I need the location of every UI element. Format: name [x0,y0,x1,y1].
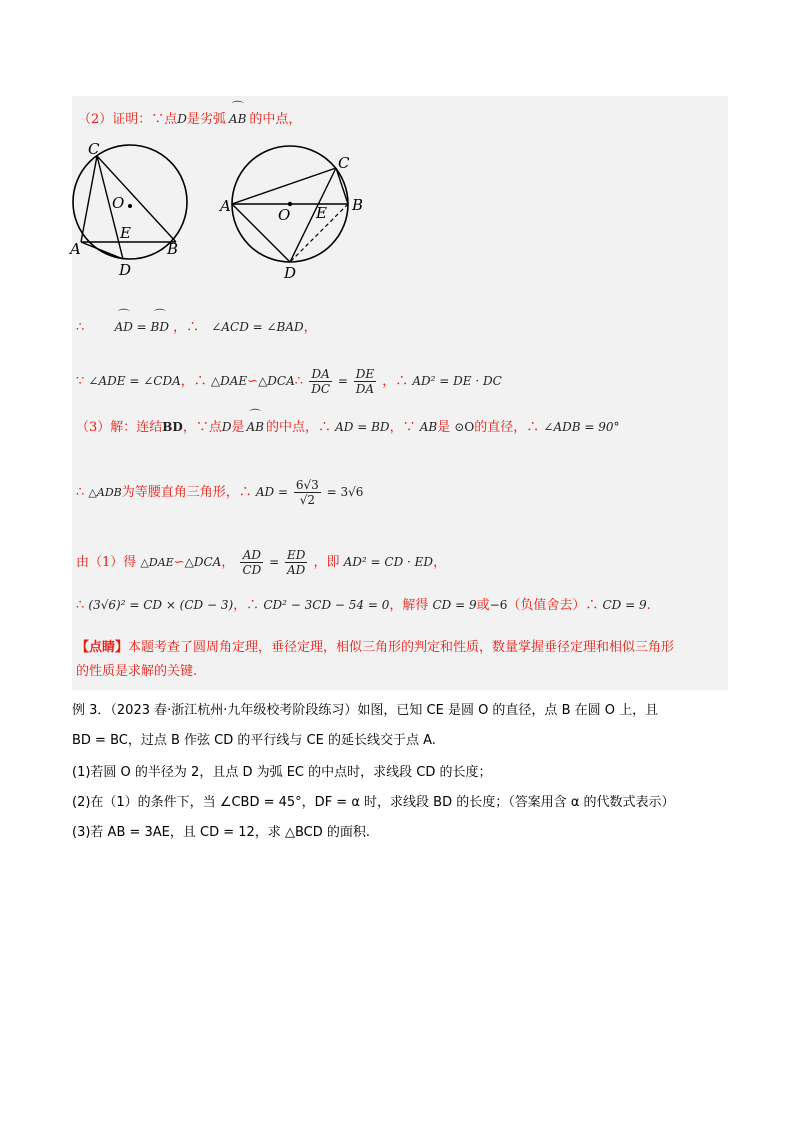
fraction-6root3-root2: $\frac{6√3}{√2}$ [295,478,319,507]
angle-equality-ade: ∠ADE = ∠CDA [88,374,181,388]
fig1-label-c: C [88,140,100,158]
result-equation: AD² = CD · ED [343,555,434,569]
therefore-symbol: ∴ [76,320,85,335]
fig2-label-o: O [278,206,291,224]
equation-ad-bd: AD = BD [335,420,390,434]
separator: ，∴ [173,320,200,335]
comment-line-1 [76,639,674,657]
example3-line-1: 例 3．（2023 春·浙江杭州·九年级校考阶段练习）如图，已知 CE 是圆 O 的直径，点 B 在圆 O 上，且 [72,703,659,718]
squared-equation: (3√6)² = CD × (CD − 3) [88,598,234,612]
solve-line [76,596,651,615]
triangle-dca: △DCA [184,555,222,569]
fig2-label-e: E [316,204,327,222]
because-symbol: ∵ [76,374,85,389]
therefore-symbol: ∴ [294,374,304,389]
fig1-label-a: A [70,240,81,258]
similar-symbol: ∽ [247,374,259,389]
discard-text: （负值舍去）∴ [507,598,599,613]
similar-symbol: ∽ [173,555,185,570]
solve-text: ，解得 [389,598,429,613]
fig1-label-o: O [112,194,125,212]
quadratic-equation: CD² − 3CD − 54 = 0 [263,598,390,612]
figure-2 [218,138,368,283]
fraction-ad-cd: $\frac{AD}{CD}$ [242,548,262,577]
comment-line-2 [76,663,197,681]
ad-value: = 3√6 [322,485,364,499]
root-9: CD = 9 [432,598,477,612]
comma: ， [433,555,447,570]
separator: ，∴ [382,374,409,389]
fig1-label-b: B [167,240,179,258]
from-part1-lead: 由（1）得 [76,555,137,570]
root-minus-6: −6 [489,598,508,612]
part2-text: 是劣弧 [186,112,226,127]
segment-bd: BD [162,420,183,434]
question-3: (3)若 AB = 3AE，且 CD = 12，求 △BCD 的面积. [72,825,370,840]
triangle-adb: △ADB [88,486,122,499]
question-1: (1)若圆 O 的半径为 2，且点 D 为弧 EC 的中点时，求线段 CD 的长度； [72,765,492,780]
comma: ， [221,555,235,570]
arc-ab: ⌒ AB [247,418,264,436]
separator: ，∴ [233,598,260,613]
part3-lead: （3）解：连结 [76,420,163,435]
triangle-dca: △DCA [258,374,295,388]
arc-bd: ⌒ BD [151,318,169,336]
comma: ， [303,320,317,335]
equals-sign: = [132,320,151,334]
fig2-label-d: D [284,264,297,282]
segment-ab: AB [419,420,438,434]
namely-text: ，即 [313,555,340,570]
final-answer: CD = 9 [602,598,647,612]
fig2-label-b: B [352,196,364,214]
fraction-da-dc: $\frac{DA}{DC}$ [311,367,331,396]
fig2-label-c: C [338,154,350,172]
part2-heading [78,110,301,129]
part3-text: 是 [437,420,451,435]
angle-equality: ∠ACD = ∠BAD [211,320,304,334]
period: . [646,598,651,613]
therefore-symbol: ∴ [76,598,85,613]
figure-1 [66,138,206,283]
fig2-label-a: A [220,197,231,215]
equals-sign: = [334,374,352,388]
result-equation: AD² = DE · DC [412,374,502,388]
isosceles-line [76,478,363,507]
circle-o: ⊙O [454,420,475,434]
right-angle-adb: ∠ADB = 90° [543,420,620,434]
from-part1-line [76,548,446,577]
isosceles-text: 为等腰直角三角形，∴ [121,485,252,500]
or-text: 或 [476,598,490,613]
separator: ，∴ [180,374,207,389]
arc-ab: ⌒ AB [229,110,246,128]
arc-ad: ⌒ AD [115,318,133,336]
comment-tag: 【点睛】 [76,640,129,655]
question-2: (2)在（1）的条件下，当 ∠CBD = 45°，DF = α 时，求线段 BD 的长度；（答案用含 α 的代数式表示） [72,795,675,810]
fig1-label-e: E [120,224,131,242]
triangle-dae: △DAE [140,556,174,569]
point-d: D [177,112,187,126]
part3-text: 是 [231,420,245,435]
fraction-ed-ad: $\frac{ED}{AD}$ [286,548,306,577]
part2-text-end: 的中点， [249,112,302,127]
fig1-label-d: D [119,261,132,279]
part3-line [76,418,620,437]
part2-lead: （2）证明：∵点 [78,112,178,127]
therefore-symbol: ∴ [76,485,85,500]
comment-text-1: 本题考查了圆周角定理，垂径定理，相似三角形的判定和性质，数量掌握垂径定理和相似三角形 [128,640,675,655]
arc-equality-line [76,318,317,337]
point-d: D [221,420,232,434]
similarity-line [76,367,502,396]
triangle-dae: △DAE [210,374,248,388]
part3-text: ，∵点 [182,420,222,435]
ad-lhs: AD = [255,485,292,499]
equals-sign: = [265,555,283,569]
part3-text: ，∵ [389,420,416,435]
example3-line-2: BD = BC，过点 B 作弦 CD 的平行线与 CE 的延长线交于点 A. [72,733,436,748]
part3-text: 的直径，∴ [474,420,540,435]
part3-text: 的中点，∴ [265,420,331,435]
fraction-de-da: $\frac{DE}{DA}$ [355,367,375,396]
comment-text-2: 的性质是求解的关键. [76,664,198,679]
